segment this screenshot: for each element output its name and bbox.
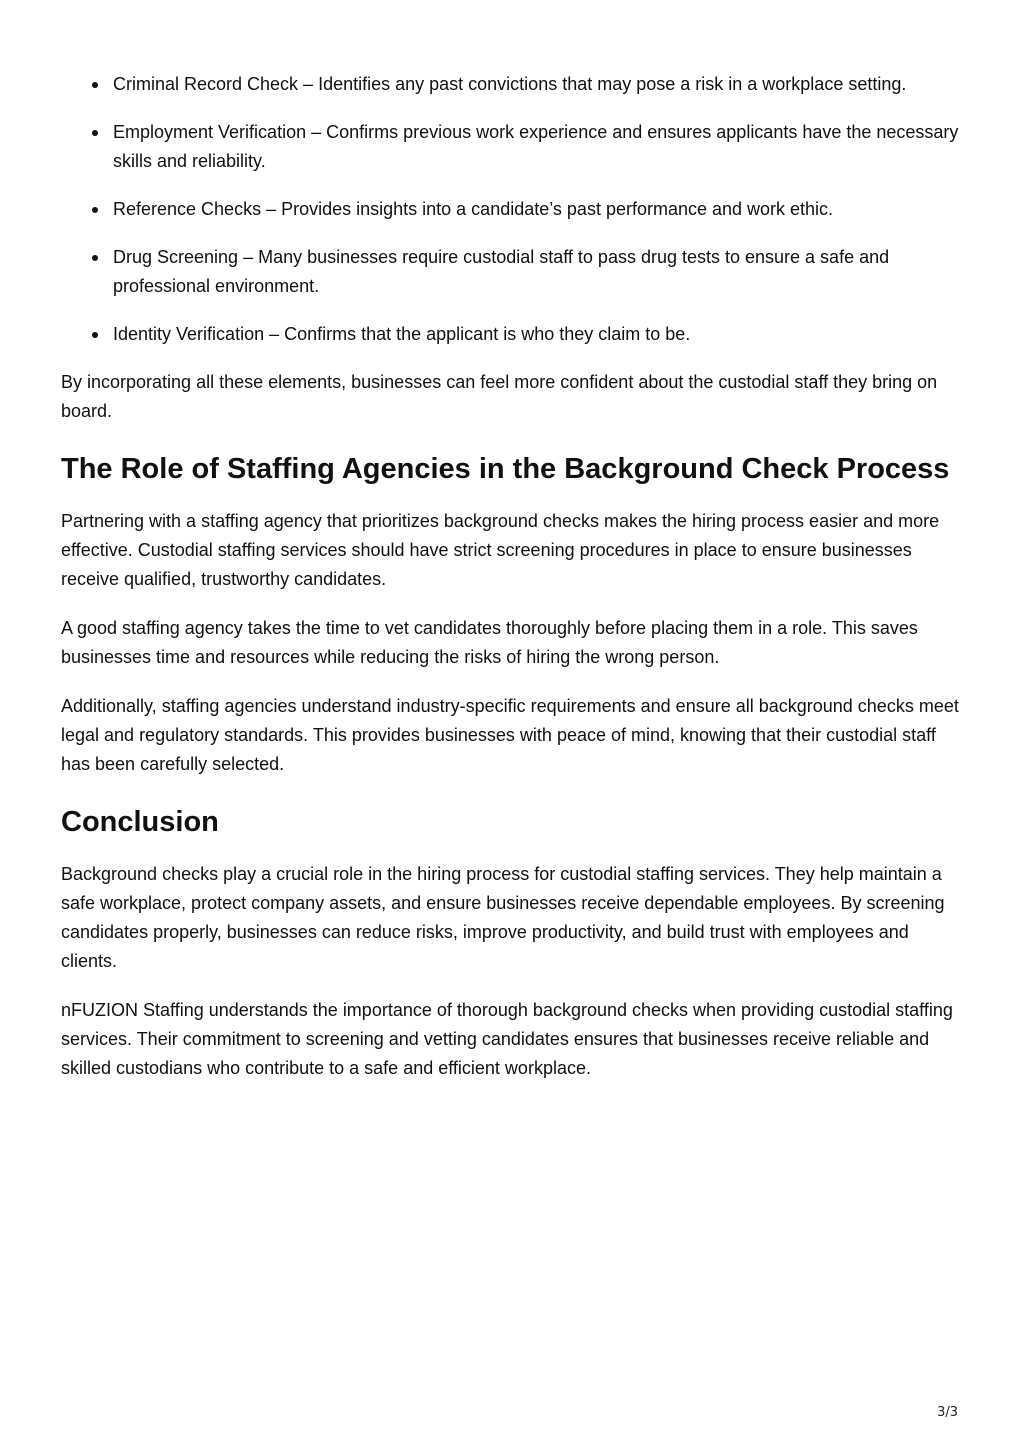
- section-heading-role: The Role of Staffing Agencies in the Background Check Process: [61, 453, 950, 485]
- document-page: [61, 70, 963, 1103]
- bullet-icon: [92, 332, 98, 338]
- body-paragraph: A good staffing agency takes the time to vet candidates thoroughly before placing them in a role. This saves businesses time and resources while reducing the risks of hiring the wrong person.: [61, 618, 918, 667]
- body-paragraph: Partnering with a staffing agency that prioritizes background checks makes the hiring process easier and more effective. Custodial staffing services should have strict screening procedures in place to ensure businesses receive qualified, trustworthy candidates.: [61, 511, 940, 589]
- section-heading-conclusion: Conclusion: [61, 806, 219, 838]
- body-paragraph: Background checks play a crucial role in the hiring process for custodial staffing services. They help maintain a safe workplace, protect company assets, and ensure businesses receive dependable employees. By screening candidates properly, businesses can reduce risks, improve productivity, and build trust with employees and clients.: [61, 864, 945, 971]
- list-item-text: Drug Screening – Many businesses require custodial staff to pass drug tests to ensure a safe and professional environment.: [113, 247, 890, 296]
- body-paragraph: nFUZION Staffing understands the importance of thorough background checks when providing custodial staffing services. Their commitment to screening and vetting candidates ensures that businesses receive reliable and skilled custodians who contribute to a safe and efficient workplace.: [61, 1000, 953, 1078]
- background-check-list: [61, 70, 963, 349]
- list-item: [61, 195, 963, 224]
- list-item: [61, 243, 963, 301]
- bullet-icon: [92, 207, 98, 213]
- bullet-icon: [92, 255, 98, 261]
- list-item: [61, 70, 963, 99]
- list-item-text: Employment Verification – Confirms previous work experience and ensures applicants have the necessary skills and reliability.: [113, 122, 959, 171]
- bullet-icon: [92, 82, 98, 88]
- body-paragraph: Additionally, staffing agencies understand industry-specific requirements and ensure all background checks meet legal and regulatory standards. This provides businesses with peace of mind, knowing that their custodial staff has been carefully selected.: [61, 696, 959, 774]
- list-item: [61, 118, 963, 176]
- page-number: 3/3: [937, 1405, 958, 1420]
- list-item-text: Identity Verification – Confirms that the applicant is who they claim to be.: [113, 324, 691, 344]
- list-item: [61, 320, 963, 349]
- list-item-text: Criminal Record Check – Identifies any past convictions that may pose a risk in a workplace setting.: [113, 74, 907, 94]
- bullet-icon: [92, 130, 98, 136]
- summary-paragraph: By incorporating all these elements, businesses can feel more confident about the custodial staff they bring on board.: [61, 372, 938, 421]
- list-item-text: Reference Checks – Provides insights into a candidate’s past performance and work ethic.: [113, 199, 834, 219]
